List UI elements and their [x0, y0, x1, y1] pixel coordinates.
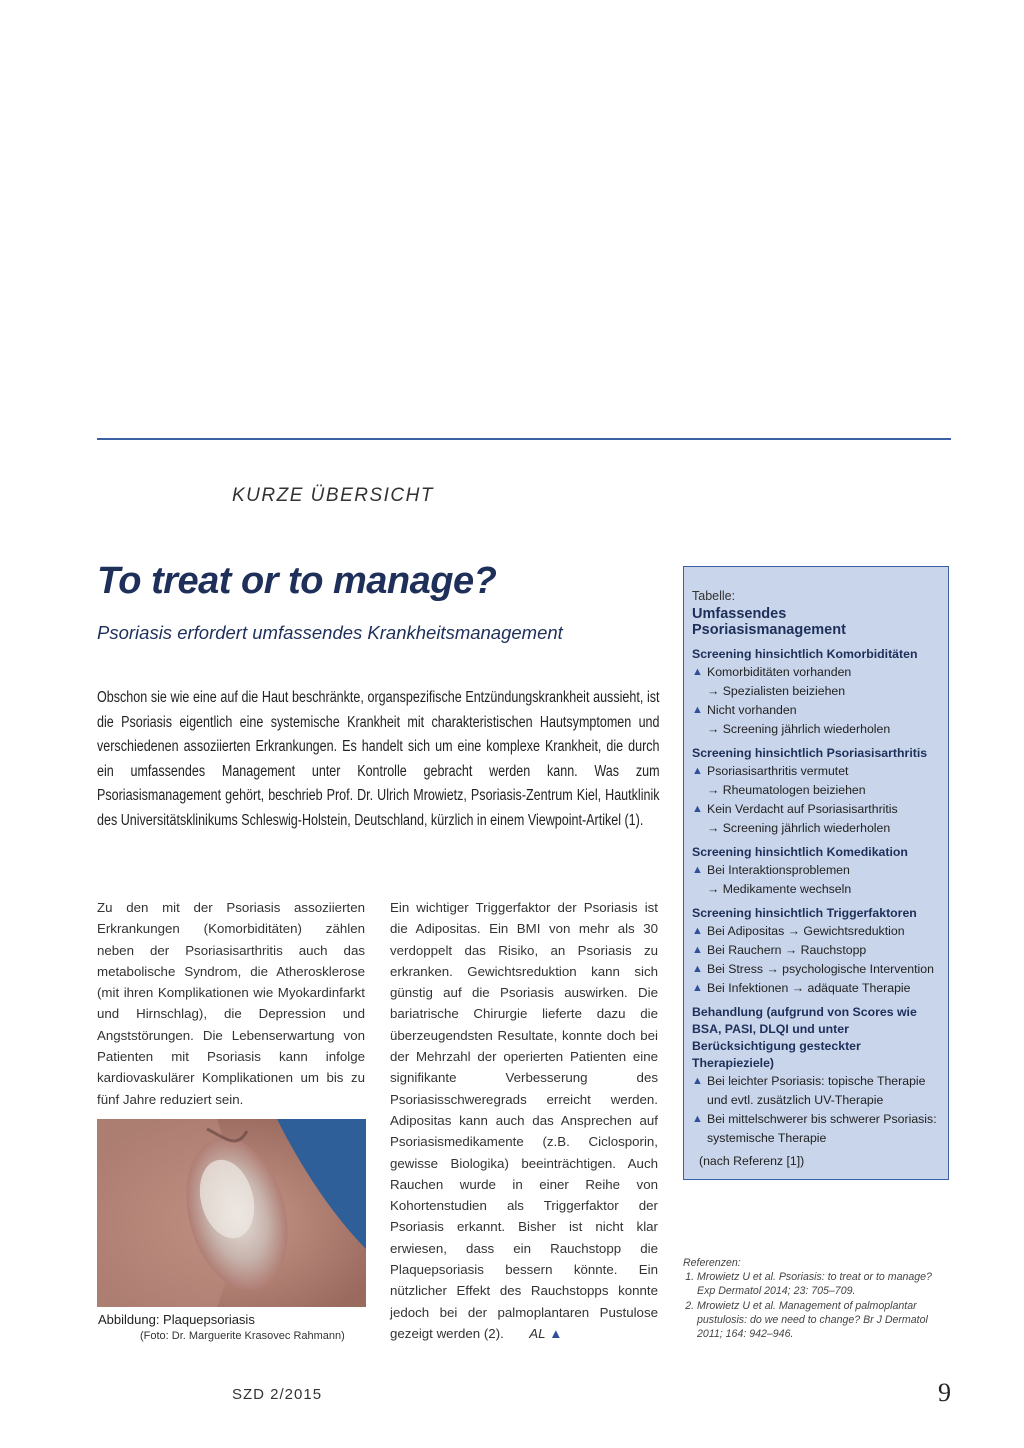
article-headline: To treat or to manage? [97, 560, 497, 602]
table-section-heading: Screening hinsichtlich Komorbiditäten [692, 647, 918, 661]
table-item [692, 663, 940, 682]
triangle-bullet-icon: ▲ [692, 944, 703, 956]
table-item [692, 979, 940, 998]
top-divider [97, 438, 951, 440]
table-title: Umfassendes Psoriasismanagement [692, 606, 846, 638]
table-section-heading: Screening hinsichtlich Triggerfaktoren [692, 906, 917, 920]
body-column-1: Zu den mit der Psoriasis assoziierten Erkrankungen (Komorbiditäten) zählen neben der Psoriasisarthritis auch das metabolische Syndrom, die Atherosklerose (mit ihren Komplikationen wie Myokardinfarkt und Hirnschlag), die Depression und Angststörungen. Die Lebenserwartung von Patienten mit Psoriasis kann infolge kardiovaskulärer Komplikationen um bis zu fünf Jahre reduziert sein. [97, 900, 365, 1107]
table-subitem: → Spezialisten beiziehen [707, 684, 846, 698]
author-tag: AL [529, 1325, 546, 1341]
table-subitem: → Medikamente wechseln [707, 882, 852, 896]
table-item-text: Komorbiditäten vorhanden [707, 665, 852, 679]
references-list [683, 1270, 953, 1341]
table-item [692, 922, 940, 941]
table-item-text: Kein Verdacht auf Psoriasisarthritis [707, 802, 898, 816]
triangle-bullet-icon: ▲ [692, 1113, 703, 1125]
triangle-bullet-icon: ▲ [692, 982, 703, 994]
table-section-heading: Screening hinsichtlich Komedikation [692, 845, 908, 859]
body-column-2-text: Ein wichtiger Triggerfaktor der Psoriasis ist die Adipositas. Ein BMI von mehr als 30 verdoppelt das Risiko, an Psoriasis zu erkranken. Gewichtsreduktion kann sich günstig auf die Psoriasis auswirken. Die bariatrische Chirurgie lieferte dazu die überzeugendsten Resultate, konnte doch bei der Mehrzahl der operierten Patienten eine signifikante Verbesserung des Psoriasisschweregrads erreicht werden. Adipositas kann auch das Ansprechen auf Psoriasismedikamente (z.B. Ciclosporin, gewisse Biologika) beeinträchtigen. Auch Rauchen wurde in einer Reihe von Kohortenstudien als Triggerfaktor der Psoriasis erkannt. Bisher ist nicht klar erwiesen, dass ein Rauchstopp die Plaquepsoriasis bessern könnte. Ein nützlicher Effekt des Rauchstopps konnte jedoch bei der palmoplantaren Pustulose gezeigt werden (2). [390, 900, 658, 1341]
triangle-bullet-icon: ▲ [692, 1075, 703, 1087]
body-column-2 [390, 897, 658, 1344]
photo-caption: Abbildung: Plaquepsoriasis [98, 1312, 255, 1327]
photo-credit: (Foto: Dr. Marguerite Krasovec Rahmann) [140, 1330, 345, 1342]
section-label: KURZE ÜBERSICHT [232, 485, 434, 506]
table-item-text: Bei mittelschwerer bis schwerer Psoriasis: systemische Therapie [707, 1112, 937, 1145]
table-item-text: Bei leichter Psoriasis: topische Therapie und evtl. zusätzlich UV-Therapie [707, 1074, 926, 1107]
table-item-text: Nicht vorhanden [707, 703, 797, 717]
psoriasis-photo [97, 1119, 366, 1307]
table-item-text: Psoriasisarthritis vermutet [707, 764, 849, 778]
table-section-heading: Behandlung (aufgrund von Scores wie BSA, PASI, DLQI und unter Berücksichtigung gesteckter Therapieziele) [692, 1005, 917, 1070]
triangle-bullet-icon: ▲ [692, 765, 703, 777]
table-label: Tabelle: [692, 589, 736, 603]
table-item-text: Bei Adipositas → Gewichtsreduktion [707, 924, 905, 938]
table-subitem: → Screening jährlich wiederholen [707, 722, 891, 736]
table-item [692, 1072, 940, 1110]
triangle-bullet-icon: ▲ [692, 864, 703, 876]
psoriasis-photo-illustration [97, 1119, 366, 1307]
table-item [692, 762, 940, 781]
table-item-text: Bei Infektionen → adäquate Therapie [707, 981, 911, 995]
references-label: Referenzen: [683, 1257, 741, 1269]
table-item [692, 941, 940, 960]
triangle-bullet-icon: ▲ [692, 803, 703, 815]
triangle-bullet-icon: ▲ [692, 925, 703, 937]
lead-paragraph: Obschon sie wie eine auf die Haut beschränkte, organspezifische Entzündungskrankheit aussieht, ist die Psoriasis eigentlich eine systemische Krankheit mit charakteristischen Hautsymptomen und verschiedenen assoziierten Erkrankungen. Es handelt sich um eine komplexe Krankheit, die durch ein umfassendes Management unter Kontrolle gebracht werden kann. Was zum Psoriasismanagement gehört, beschrieb Prof. Dr. Ulrich Mrowietz, Psoriasis-Zentrum Kiel, Hautklinik des Universitätsklinikums Schleswig-Holstein, Deutschland, kürzlich in einem Viewpoint-Artikel (1). [97, 689, 660, 829]
journal-issue: SZD 2/2015 [232, 1386, 323, 1403]
references [683, 1256, 953, 1341]
table-item [692, 701, 940, 720]
table-item-text: Bei Interaktionsproblemen [707, 863, 850, 877]
table-item [692, 960, 940, 979]
triangle-bullet-icon: ▲ [692, 704, 703, 716]
table-item-text: Bei Stress → psychologische Intervention [707, 962, 934, 976]
management-table [683, 566, 949, 1180]
table-item [692, 861, 940, 880]
reference-item: 1. Mrowietz U et al. Psoriasis: to treat or to manage? Exp Dermatol 2014; 23: 705–709. [697, 1270, 953, 1298]
table-section-heading: Screening hinsichtlich Psoriasisarthritis [692, 746, 928, 760]
table-item-text: Bei Rauchern → Rauchstopp [707, 943, 867, 957]
triangle-bullet-icon: ▲ [692, 666, 703, 678]
table-subitem: → Rheumatologen beiziehen [707, 783, 866, 797]
table-subitem: → Screening jährlich wiederholen [707, 821, 891, 835]
table-item [692, 800, 940, 819]
table-source: (nach Referenz [1]) [699, 1154, 805, 1168]
page-number: 9 [938, 1378, 951, 1407]
article-subtitle: Psoriasis erfordert umfassendes Krankheitsmanagement [97, 622, 563, 643]
triangle-bullet-icon: ▲ [692, 963, 703, 975]
end-triangle-icon: ▲ [549, 1325, 563, 1341]
reference-item: 2. Mrowietz U et al. Management of palmoplantar pustulosis: do we need to change? Br J Dermatol 2011; 164: 942–946. [697, 1299, 953, 1342]
table-item [692, 1110, 940, 1148]
